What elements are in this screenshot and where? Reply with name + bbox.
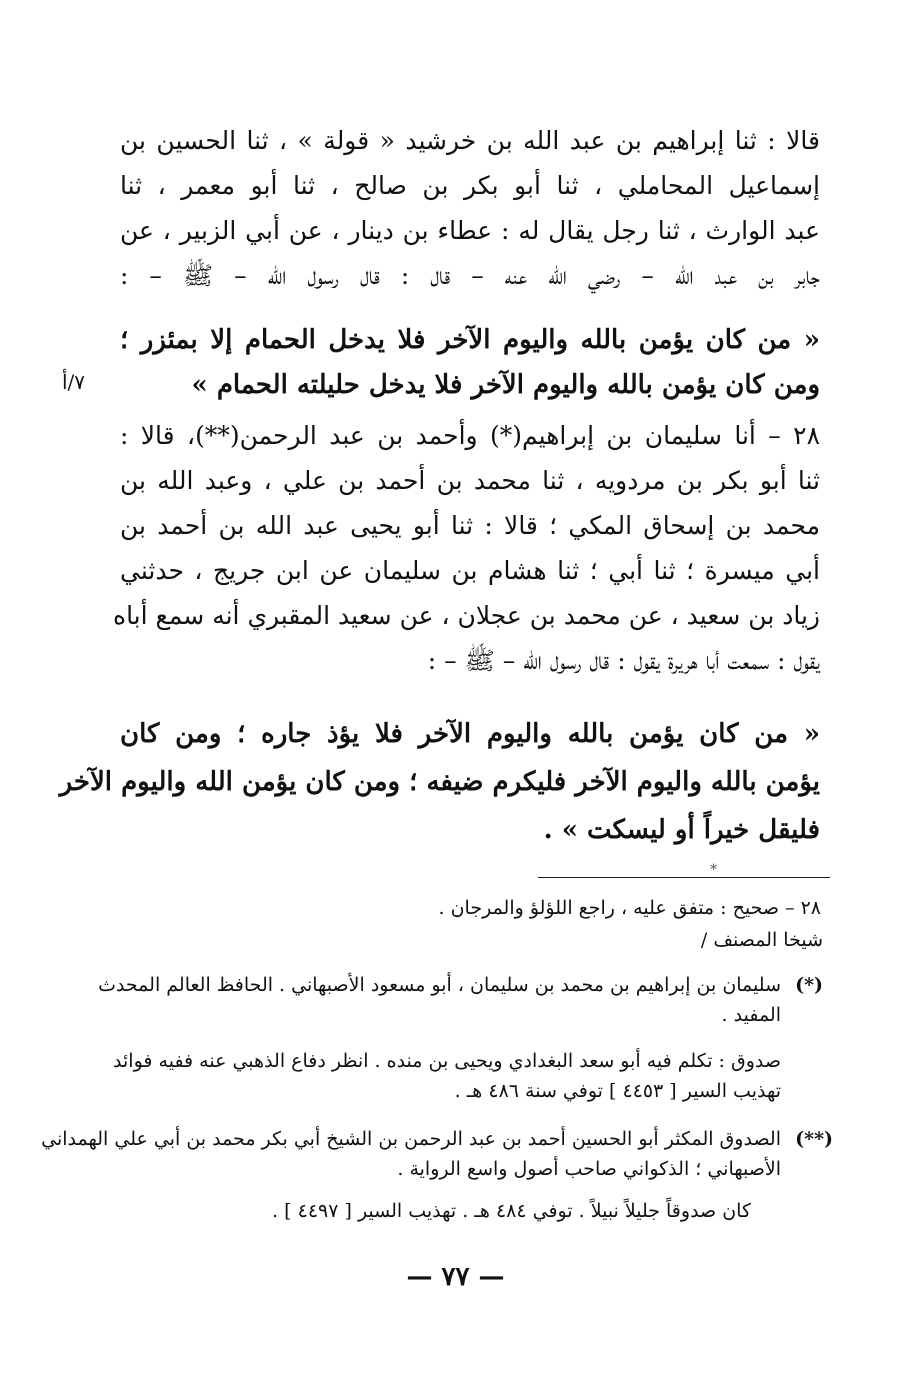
text-line: جابر بن عبد الله – رضي الله عنه – قال : قال رسول الله – ﷺ – :: [120, 261, 820, 290]
text-line: أبي ميسرة ؛ ثنا أبي ؛ ثنا هشام بن سليمان عن ابن جريج ، حدثني: [120, 556, 820, 585]
footnote-takhrij: ٢٨ – صحيح : متفق عليه ، راجع اللؤلؤ والمرجان .: [438, 897, 821, 919]
text-line: إسماعيل المحاملي ، ثنا أبو بكر بن صالح ، ثنا أبو معمر ، ثنا: [120, 171, 820, 200]
text-line: محمد بن إسحاق المكي ؛ قالا : ثنا أبو يحيى عبد الله بن أحمد بن: [120, 511, 820, 540]
footnote-heading: شيخا المصنف /: [700, 929, 823, 951]
separator-star: *: [710, 862, 717, 878]
matn-line: فليقل خيراً أو ليسكت » .: [543, 815, 820, 845]
hadith-28-matn: [59, 710, 820, 854]
footnote-1-detail: [81, 1046, 781, 1106]
footnote-marker-1: (*): [795, 974, 823, 996]
matn-line: يؤمن بالله واليوم الآخر فليكرم ضيفه ؛ ومن كان يؤمن الله واليوم الآخر: [59, 767, 820, 797]
footnote-line: سليمان بن إبراهيم بن محمد بن سليمان ، أبو مسعود الأصبهاني . الحافظ العالم المحدث: [98, 974, 781, 996]
footnote-1-text: [81, 970, 781, 1030]
footnote-2-text: [41, 1124, 781, 1184]
matn-line: ومن كان يؤمن بالله واليوم الآخر فلا يدخل حليلته الحمام »: [191, 370, 820, 400]
footnote-marker-2: (**): [795, 1128, 833, 1150]
matn-line: « من كان يؤمن بالله واليوم الآخر فلا يدخل الحمام إلا بمئزر ؛: [120, 325, 820, 355]
footnote-2-detail: كان صدوقاً جليلاً نبيلاً . توفي ٤٨٤ هـ . تهذيب السير [ ٤٤٩٧ ] .: [272, 1200, 751, 1222]
footnote-line: تهذيب السير [ ٤٤٥٣ ] توفي سنة ٤٨٦ هـ .: [454, 1080, 781, 1102]
page-number: — ٧٧ —: [406, 1262, 505, 1292]
footnote-line: الأصبهاني ؛ الذكواني صاحب أصول واسع الرواية .: [397, 1158, 781, 1180]
text-line: قالا : ثنا إبراهيم بن عبد الله بن خرشيد « قولة » ، ثنا الحسين بن: [120, 126, 820, 155]
manuscript-folio-marker: ٧/أ: [62, 370, 86, 394]
text-line: ٢٨ – أنا سليمان بن إبراهيم(*) وأحمد بن عبد الرحمن(**)، قالا :: [120, 421, 820, 450]
footnote-line: المفيد .: [721, 1004, 781, 1026]
footnote-separator: [538, 877, 830, 878]
text-line: زياد بن سعيد ، عن محمد بن عجلان ، عن سعيد المقبري أنه سمع أباه: [112, 601, 820, 630]
hadith-27-matn: [120, 318, 820, 408]
footnote-line: صدوق : تكلم فيه أبو سعد البغدادي ويحيى بن منده . انظر دفاع الذهبي عنه ففيه فوائد: [113, 1050, 781, 1072]
footnote-line: الصدوق المكثر أبو الحسين أحمد بن عبد الرحمن بن الشيخ أبي بكر محمد بن أبي علي الهمداني: [41, 1128, 781, 1150]
hadith-27-isnad: [120, 118, 820, 298]
text-line: ثنا أبو بكر بن مردويه ، ثنا محمد بن أحمد بن علي ، وعبد الله بن: [120, 466, 820, 495]
hadith-28-isnad: [112, 413, 820, 683]
text-line: عبد الوارث ، ثنا رجل يقال له : عطاء بن دينار ، عن أبي الزبير ، عن: [120, 216, 820, 245]
text-line: يقول : سمعت أبا هريرة يقول : قال رسول الله – ﷺ – :: [427, 646, 820, 675]
matn-line: « من كان يؤمن بالله واليوم الآخر فلا يؤذ جاره ؛ ومن كان: [120, 719, 820, 749]
